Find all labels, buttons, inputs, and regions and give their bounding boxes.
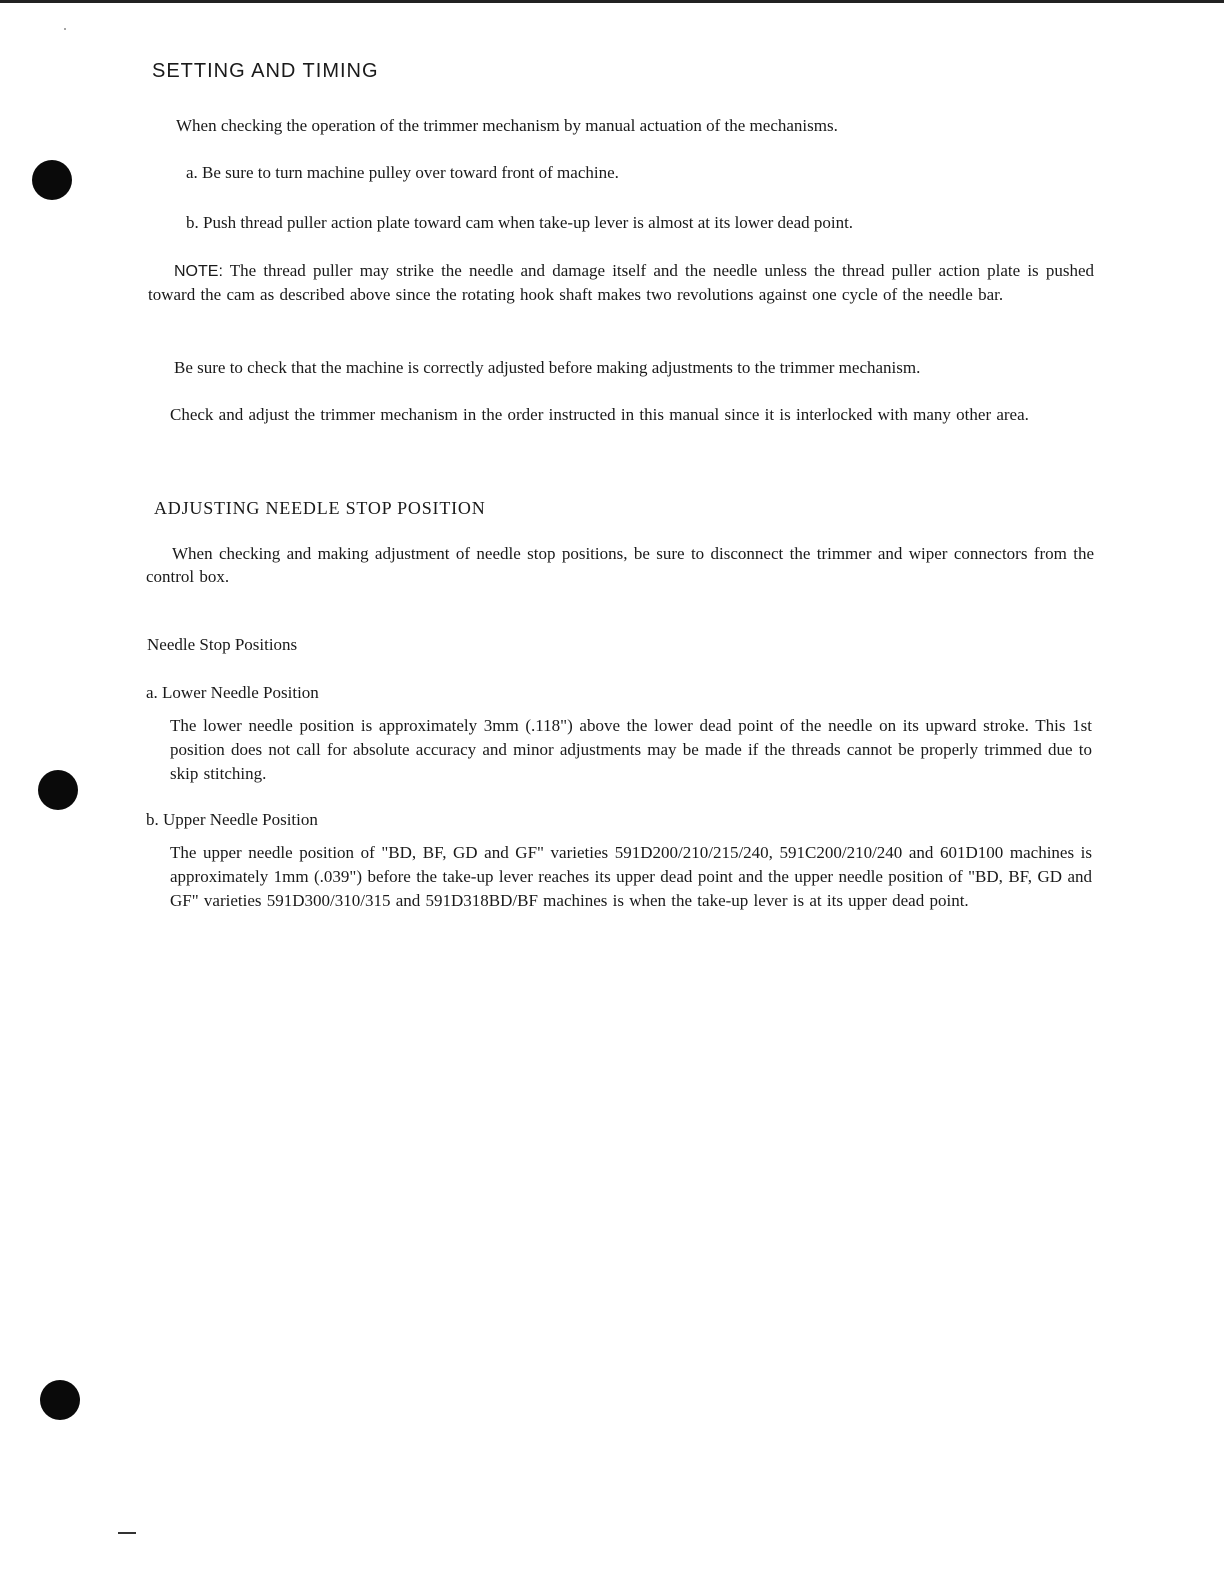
page-mark [118,1532,136,1534]
step-b-text: Push thread puller action plate toward cam when take-up lever is almost at its lower dead point. [203,213,854,232]
upper-position-text: The upper needle position of "BD, BF, GD and GF" varieties 591D200/210/215/240, 591C200/210/240 and 601D100 machines is approximately 1mm (.039") before the take-up lever reaches its upper dead point and the upper needle position of "BD, BF, GD and GF" varieties 591D300/310/315 and 591D318BD/BF machines is when the take-up lever is at its upper dead point. [170,843,1092,910]
lower-position-marker: a. [146,683,158,702]
subsection-intro: When checking and making adjustment of needle stop positions, be sure to disconnect the trimmer and wiper connectors from the control box. [146,544,1094,586]
positions-title: Needle Stop Positions [147,635,298,654]
binder-hole-bottom [40,1380,80,1420]
step-b-marker: b. [186,213,199,232]
lower-position-heading [146,681,319,704]
note-label: NOTE: [174,263,223,280]
section-title: SETTING AND TIMING [152,60,379,82]
step-a-marker: a. [186,163,198,182]
binder-hole-top [32,160,72,200]
binder-hole-middle [38,770,78,810]
upper-position-marker: b. [146,810,159,829]
step-a-text: Be sure to turn machine pulley over toward front of machine. [202,163,619,182]
intro-text: When checking the operation of the trimmer mechanism by manual actuation of the mechanisms. [176,116,838,135]
subsection-title: ADJUSTING NEEDLE STOP POSITION [154,498,486,518]
step-a [186,161,619,184]
step-b [186,211,853,234]
note-paragraph [148,259,1094,306]
top-edge-rule [0,0,1224,3]
lower-position-title: Lower Needle Position [162,683,319,702]
upper-position-title: Upper Needle Position [163,810,318,829]
check-adjusted-text: Be sure to check that the machine is correctly adjusted before making adjustments to the trimmer mechanism. [174,358,921,377]
note-text: The thread puller may strike the needle and damage itself and the needle unless the thread puller action plate is pushed toward the cam as described above since the rotating hook shaft makes two revolutions against one cycle of the needle bar. [148,261,1094,304]
check-order-text: Check and adjust the trimmer mechanism in the order instructed in this manual since it is interlocked with many other area. [170,405,1029,424]
upper-position-heading [146,808,318,831]
lower-position-text: The lower needle position is approximately 3mm (.118") above the lower dead point of the needle on its upward stroke. This 1st position does not call for absolute accuracy and minor adjustments may be made if the threads cannot be properly trimmed due to skip stitching. [170,716,1092,783]
scan-speck [64,28,66,30]
